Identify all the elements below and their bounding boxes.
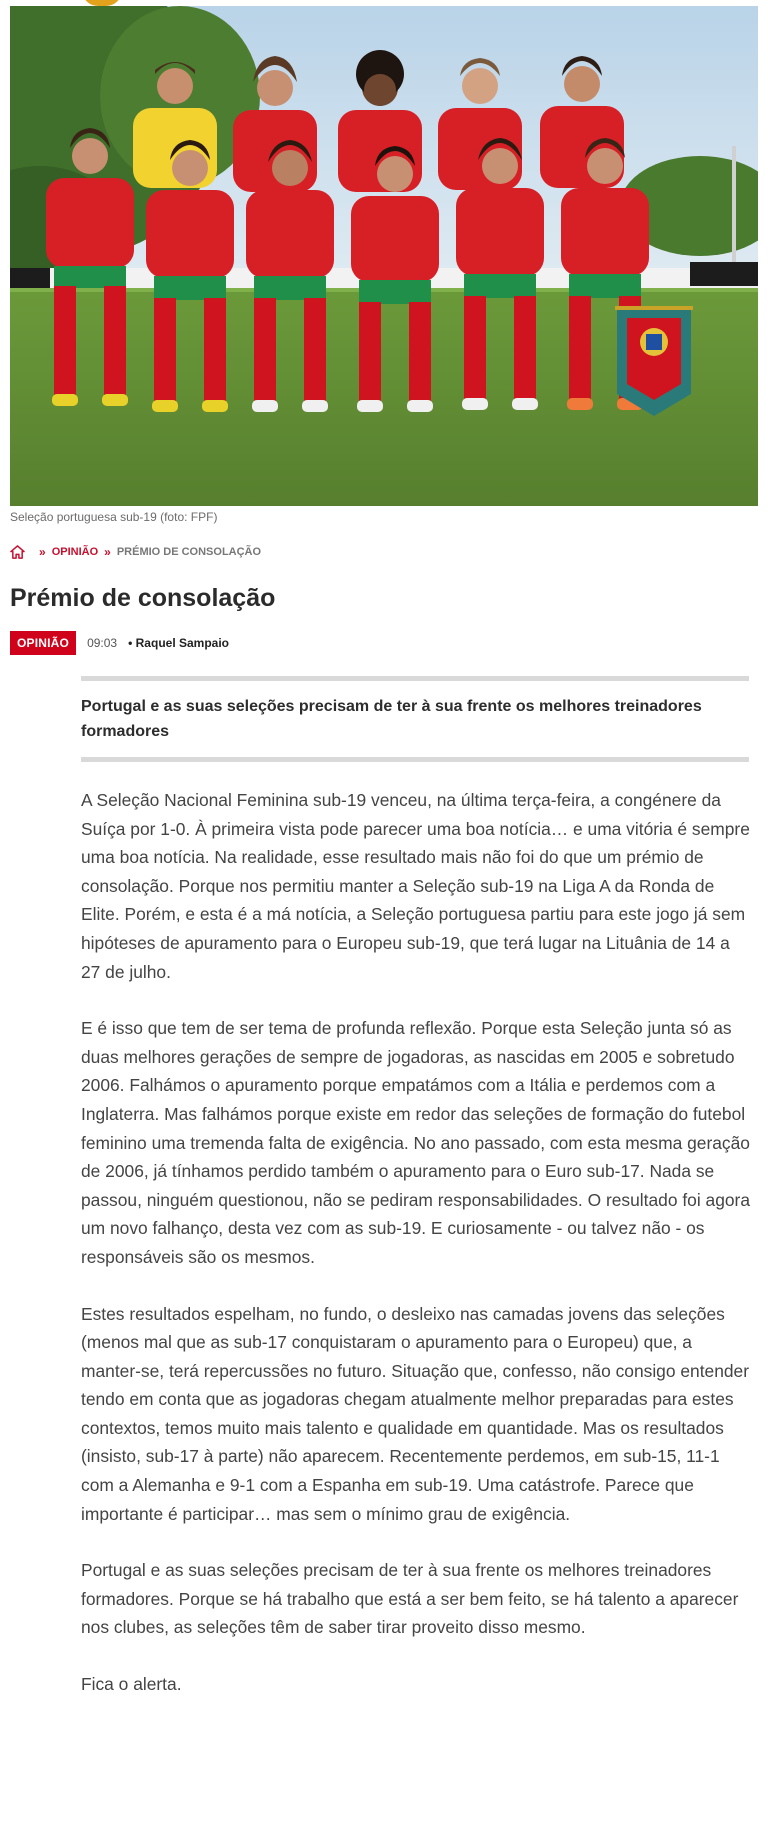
article-body xyxy=(81,786,751,1727)
team-pennant xyxy=(615,306,693,416)
home-icon[interactable] xyxy=(10,545,25,559)
article-meta xyxy=(10,631,229,655)
article-paragraph: Portugal e as suas seleções precisam de ter à sua frente os melhores treinadores formadores. Porque se há trabalho que está a ser bem feito, se há talento a aparecer nos clubes, as seleções têm de saber tirar proveito disso mesmo. xyxy=(81,1560,739,1638)
image-caption: Seleção portuguesa sub-19 (foto: FPF) xyxy=(10,510,218,524)
breadcrumb-separator: » xyxy=(104,545,111,559)
article-paragraph: Estes resultados espelham, no fundo, o desleixo nas camadas jovens das seleções (menos mal que as sub-17 conquistaram o apuramento para o Europeu) que, a manter-se, terá repercussões no futuro. Situação que, confesso, não consigo entender tendo em conta que as jogadoras chegam atualmente melhor preparadas para estes contextos, temos muito mais talento e qualidade em quantidade. Mas os resultados (insisto, sub-17 à parte) não aparecem. Recentemente perdemos, em sub-15, 11-1 com a Alemanha e 9-1 com a Espanha em sub-19. Uma catástrofe. Parece que importante é participar… mas sem o mínimo grau de exigência. xyxy=(81,1303,750,1524)
author-link[interactable]: • Raquel Sampaio xyxy=(128,636,230,650)
hero-photo xyxy=(10,6,758,506)
article-paragraph: Fica o alerta. xyxy=(81,1674,182,1695)
breadcrumb-section-link[interactable]: OPINIÃO xyxy=(51,546,99,558)
breadcrumb-current: PRÉMIO DE CONSOLAÇÃO xyxy=(116,546,262,558)
article-title: Prémio de consolação xyxy=(10,584,276,612)
category-badge[interactable]: OPINIÃO xyxy=(10,631,76,655)
breadcrumb-separator: » xyxy=(39,545,46,559)
article-lead: Portugal e as suas seleções precisam de ter à sua frente os melhores treinadores formadores xyxy=(81,676,749,762)
breadcrumb xyxy=(10,545,261,559)
publish-time: 09:03 xyxy=(87,636,118,650)
article-paragraph: E é isso que tem de ser tema de profunda reflexão. Porque esta Seleção junta só as duas melhores gerações de sempre de jogadoras, as nascidas em 2005 e sobretudo 2006. Falhámos o apuramento porque empatámos com a Itália e perdemos com a Inglaterra. Mas falhámos porque existe em redor das seleções de formação do futebol feminino uma tremenda falta de exigência. No ano passado, com esta mesma geração de 2006, já tínhamos perdido também o apuramento para o Euro sub-17. Nada se passou, ninguém questionou, não se pediram responsabilidades. O resultado foi agora um novo falhanço, desta vez com as sub-19. E curiosamente - ou talvez não - os responsáveis são os mesmos. xyxy=(81,1018,751,1267)
article-paragraph: A Seleção Nacional Feminina sub-19 venceu, na última terça-feira, a congénere da Suíça por 1-0. À primeira vista pode parecer uma boa notícia… e uma vitória é sempre uma boa notícia. Na realidade, esse resultado mais não foi do que um prémio de consolação. Porque nos permitiu manter a Seleção sub-19 na Liga A da Ronda de Elite. Porém, e esta é a má notícia, a Seleção portuguesa partiu para este jogo já sem hipóteses de apuramento para o Europeu sub-19, que terá lugar na Lituânia de 14 a 27 de julho. xyxy=(81,790,750,982)
team-photo xyxy=(10,6,758,506)
